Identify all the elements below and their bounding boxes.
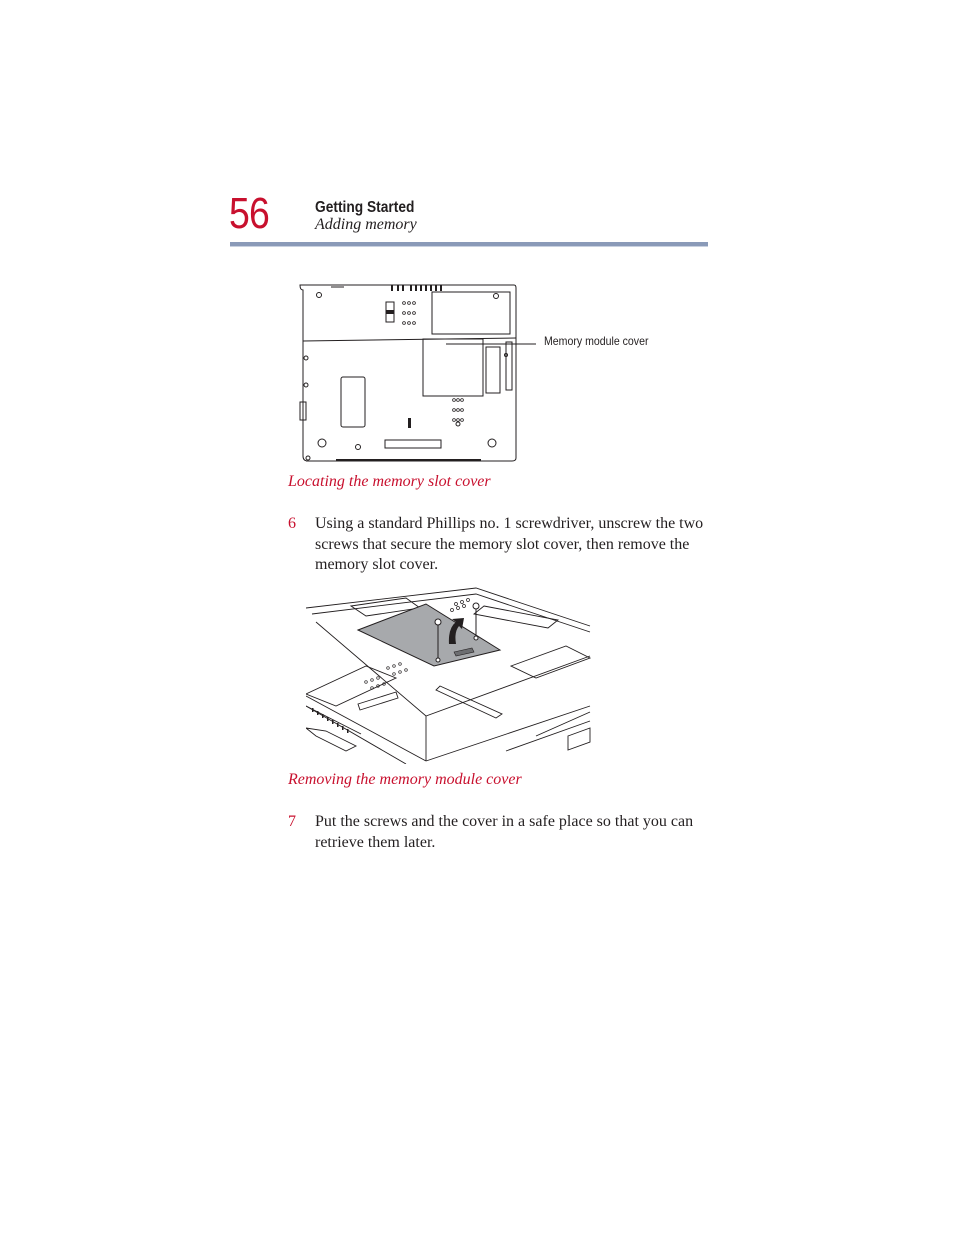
step-7 — [288, 812, 708, 854]
step-text: Using a standard Phillips no. 1 screwdriver, unscrew the two screws that secure the memory slot cover, then remove the memory slot cover. — [315, 515, 704, 573]
memory-module-cover-callout: Memory module cover — [544, 334, 649, 348]
remove-cover-illustration — [306, 586, 591, 764]
laptop-bottom-illustration — [296, 282, 536, 464]
step-number: 7 — [288, 813, 296, 830]
chapter-title: Getting Started — [315, 199, 415, 216]
figure1-caption: Locating the memory slot cover — [288, 473, 491, 490]
step-6 — [288, 514, 708, 576]
page-number: 56 — [229, 189, 269, 238]
figure2-caption: Removing the memory module cover — [288, 771, 522, 788]
step-text: Put the screws and the cover in a safe place so that you can retrieve them later. — [315, 813, 694, 851]
section-title: Adding memory — [315, 216, 417, 233]
step-number: 6 — [288, 515, 296, 532]
header-rule — [230, 242, 708, 247]
